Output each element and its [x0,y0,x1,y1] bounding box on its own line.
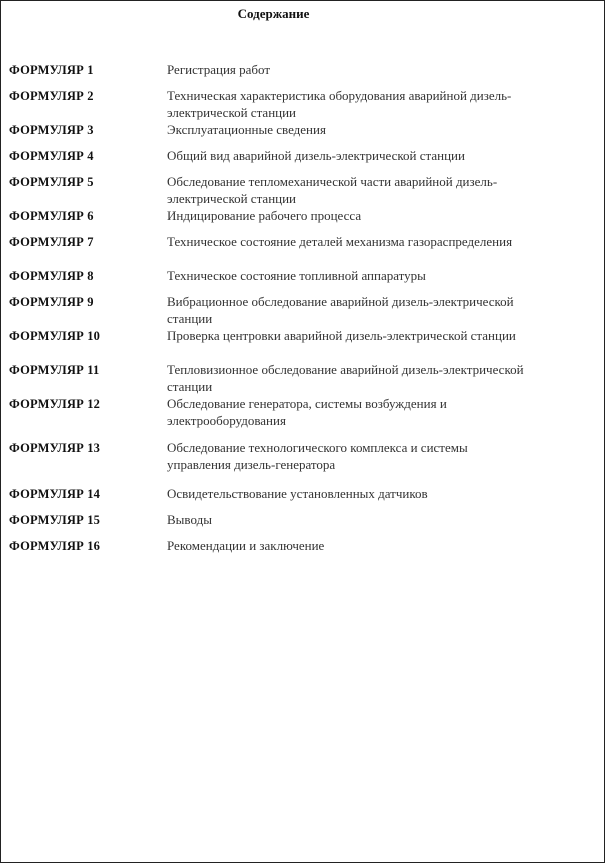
form-code: ФОРМУЛЯР 1 [9,63,94,77]
form-description: Техническая характеристика оборудования аварийной дизель-электрической станции [167,88,512,120]
form-code: ФОРМУЛЯР 2 [9,89,94,103]
form-code: ФОРМУЛЯР 8 [9,269,94,283]
form-description: Проверка центровки аварийной дизель-электрической станции [167,328,516,343]
form-description: Техническое состояние топливной аппаратуры [167,268,426,283]
form-code: ФОРМУЛЯР 13 [9,441,101,455]
form-description: Выводы [167,512,212,527]
form-description: Освидетельствование установленных датчиков [167,486,428,501]
form-description: Регистрация работ [167,62,271,77]
form-code: ФОРМУЛЯР 5 [9,175,94,189]
form-code: ФОРМУЛЯР 7 [9,235,94,249]
form-description: Индицирование рабочего процесса [167,208,362,223]
form-code: ФОРМУЛЯР 11 [9,363,100,377]
form-description: Вибрационное обследование аварийной дизель-электрической станции [167,294,514,326]
form-description: Эксплуатационные сведения [167,122,326,137]
form-description: Техническое состояние деталей механизма газораспределения [167,234,513,249]
form-code: ФОРМУЛЯР 9 [9,295,94,309]
form-code: ФОРМУЛЯР 10 [9,329,101,343]
form-code: ФОРМУЛЯР 12 [9,397,101,411]
form-code: ФОРМУЛЯР 14 [9,487,101,501]
form-code: ФОРМУЛЯР 15 [9,513,101,527]
page-title: Содержание [237,6,310,21]
form-description: Обследование тепломеханической части аварийной дизель-электрической станции [167,174,498,206]
form-code: ФОРМУЛЯР 6 [9,209,94,223]
form-description: Тепловизионное обследование аварийной дизель-электрической станции [167,362,524,394]
form-description: Рекомендации и заключение [167,538,325,553]
form-code: ФОРМУЛЯР 16 [9,539,101,553]
form-description: Обследование генератора, системы возбуждения и электрооборудования [167,396,447,428]
form-description: Общий вид аварийной дизель-электрической станции [167,148,465,163]
form-code: ФОРМУЛЯР 4 [9,149,94,163]
form-code: ФОРМУЛЯР 3 [9,123,94,137]
form-description: Обследование технологического комплекса и системы управления дизель-генератора [167,440,468,472]
